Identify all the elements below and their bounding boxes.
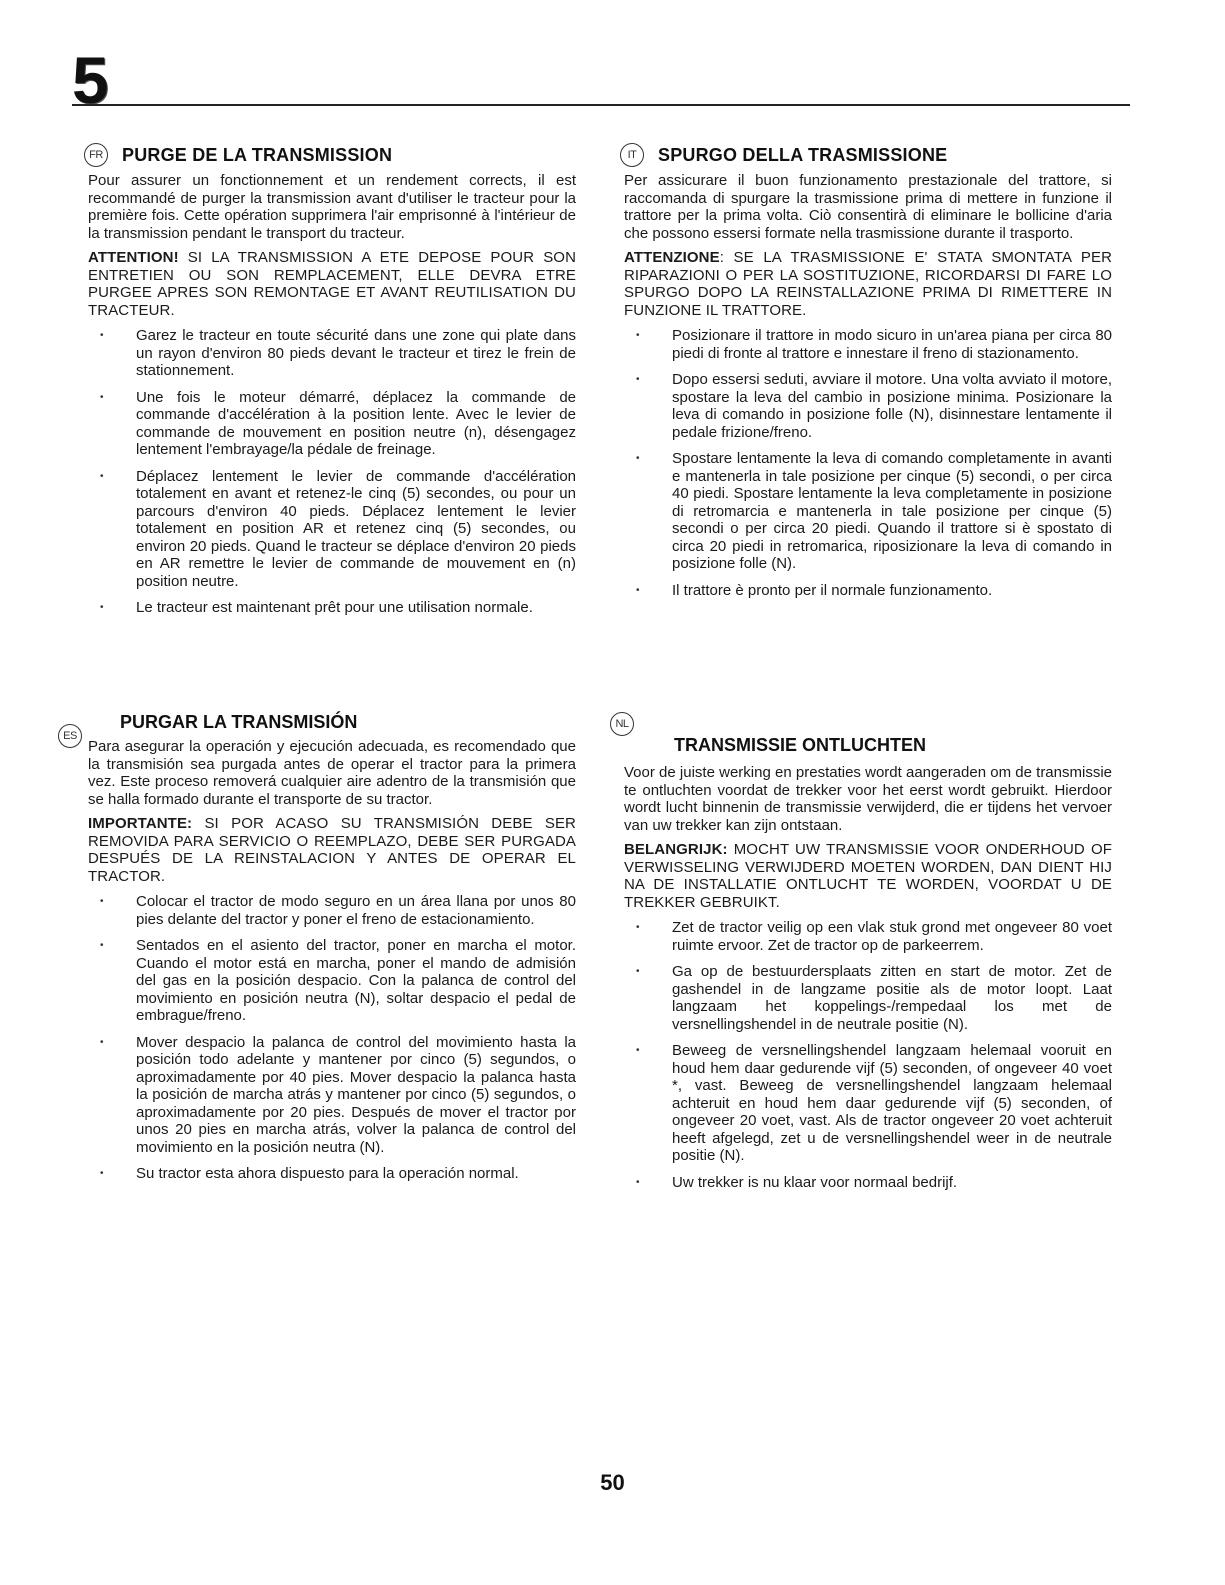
- language-badge-nl: NL: [610, 712, 634, 736]
- warning-text: MOCHT UW TRANSMISSIE VOOR ONDERHOUD OF VERWISSELING VERWIJDERD MOETEN WORDEN, DAN DIENT HIJ NA DE INSTALLATIE ONTLUCHT TE WORDEN, VOORDAT U DE TREKKER GEBRUIKT.: [624, 841, 1112, 911]
- list-item: • Le tracteur est maintenant prêt pour une utilisation normale.: [88, 599, 576, 617]
- chapter-number: 5: [72, 43, 109, 117]
- warning-keyword: ATTENTION!: [88, 249, 179, 266]
- warning-text: SI LA TRANSMISSION A ETE DEPOSE POUR SON ENTRETIEN OU SON REMPLACEMENT, ELLE DEVRA ETRE PURGEE APRES SON REMONTAGE ET AVANT REUTILISATION DU TRACTEUR.: [88, 249, 576, 319]
- list-item: • Beweeg de versnellingshendel langzaam helemaal vooruit en houd hem daar gedurende vijf (5) seconden, of ongeveer 40 voet *, vast. Beweeg de versnellingshendel langzaam helemaal achteruit en houd hem daar gedurende vijf (5) seconden, of ongeveer 20 voet, vast. Als de tractor ongeveer 20 voet achteruit heeft afgelegd, zet u de versnellingshendel weer in de neutrale positie (N).: [624, 1042, 1112, 1165]
- language-badge-es: ES: [58, 724, 82, 748]
- steps-list: [88, 327, 576, 617]
- warning-text: : SE LA TRASMISSIONE E' STATA SMONTATA PER RIPARAZIONI O PER LA SOSTITUZIONE, RICORDARSI DI FARE LO SPURGO DOPO LA REINSTALLAZIONE PRIMA DI RIMETTERE IN FUNZIONE IL TRATTORE.: [624, 249, 1112, 319]
- list-item: • Colocar el tractor de modo seguro en un área llana por unos 80 pies delante del tractor y poner el freno de estacionamiento.: [88, 893, 576, 928]
- list-item: • Garez le tracteur en toute sécurité dans une zone qui plate dans un rayon d'environ 80 pieds devant le tracteur et tirez le frein de stationnement.: [88, 327, 576, 380]
- steps-list: [88, 893, 576, 1183]
- list-item: • Uw trekker is nu klaar voor normaal bedrijf.: [624, 1174, 1112, 1192]
- list-item: • Su tractor esta ahora dispuesto para la operación normal.: [88, 1165, 576, 1183]
- page-number: 50: [600, 1470, 625, 1495]
- steps-list: [624, 327, 1112, 599]
- section-title: PURGE DE LA TRANSMISSION: [122, 144, 393, 165]
- steps-list: [624, 919, 1112, 1191]
- language-badge-fr: FR: [84, 143, 108, 167]
- section-title: SPURGO DELLA TRASMISSIONE: [658, 144, 948, 165]
- list-item: • Spostare lentamente la leva di comando completamente in avanti e mantenerla in tale posizione per cinque (5) secondi, o per circa 40 piedi. Spostare lentamente la leva completamente in posizione di retromarcia e mantenerla in tale posizione per cinque (5) secondi o per circa 20 piedi. Quando il trattore si è spostato di circa 20 piedi in retromarica, riposizionare la leva di comando in posizione folle (N).: [624, 450, 1112, 573]
- warning-keyword: ATTENZIONE: [624, 249, 720, 266]
- list-item: • Ga op de bestuurdersplaats zitten en start de motor. Zet de gashendel in de langzame positie als de motor loopt. Laat langzaam het koppelings-/rempedaal los met de versnellingshendel in de neutrale positie (N).: [624, 963, 1112, 1033]
- list-item: • Dopo essersi seduti, avviare il motore. Una volta avviato il motore, spostare la leva del cambio in posizione minima. Posizionare la leva di comando in posizione folle (N), disinnestare lentamente il pedale frizione/freno.: [624, 371, 1112, 441]
- list-item: • Il trattore è pronto per il normale funzionamento.: [624, 582, 1112, 600]
- intro-paragraph: Para asegurar la operación y ejecución adecuada, es recomendado que la transmisión sea purgada antes de operar el tractor para la primera vez. Este proceso removerá cualquier aire adentro de la transmisión que se halla formado durante el transporte de su tractor.: [88, 738, 576, 808]
- warning-keyword: IMPORTANTE:: [88, 815, 193, 832]
- language-badge-it: IT: [620, 143, 644, 167]
- section-fr: [84, 140, 576, 626]
- warning-paragraph: [88, 815, 576, 885]
- section-badge-row: [610, 712, 1112, 734]
- intro-paragraph: Per assicurare il buon funzionamento prestazionale del trattore, si raccomanda di spurgare la trasmissione prima di mettere in funzione il trattore per la prima volta. Ciò consentirà di eliminare le bollicine d'aria che possono essersi formate nella trasmissione durante il trasporto.: [624, 172, 1112, 242]
- section-heading: [84, 140, 576, 170]
- list-item: • Sentados en el asiento del tractor, poner en marcha el motor. Cuando el motor está en marcha, poner el mando de admisión del gas en la posición despacio. Con la palanca de control del movimiento en posición neutra (N), soltar despacio el pedal de embrague/freno.: [88, 937, 576, 1025]
- warning-text: SI POR ACASO SU TRANSMISIÓN DEBE SER REMOVIDA PARA SERVICIO O REEMPLAZO, DEBE SER PURGADA DESPUÉS DE LA REINSTALACION Y ANTES DE OPERAR EL TRACTOR.: [88, 815, 576, 885]
- intro-paragraph: Pour assurer un fonctionnement et un rendement corrects, il est recommandé de purger la transmission avant d'utiliser le tracteur pour la première fois. Cette opération supprimera l'air emprisonné à l'intérieur de la transmission pendant le transport du tracteur.: [88, 172, 576, 242]
- list-item: • Une fois le moteur démarré, déplacez la commande de commande d'accélération à la position lente. Avec le levier de commande de mouvement en position neutre (n), désengagez lentement l'embrayage/la pédale de freinage.: [88, 389, 576, 459]
- warning-paragraph: [88, 249, 576, 319]
- list-item: • Mover despacio la palanca de control del movimiento hasta la posición todo adelante y mantener por cinco (5) segundos, o aproximadamente por 40 pies. Mover despacio la palanca hasta la posición de marcha atrás y mantener por cinco (5) segundos, o aproximadamente por 20 pies. Después de mover el tractor por unos 20 pies en marcha atrás, volver la palanca de control del movimiento en la posición neutra (N).: [88, 1034, 576, 1157]
- section-it: [620, 140, 1112, 608]
- warning-paragraph: [624, 841, 1112, 911]
- list-item: • Zet de tractor veilig op een vlak stuk grond met ongeveer 80 voet ruimte ervoor. Zet de tractor op de parkeerrem.: [624, 919, 1112, 954]
- section-title: PURGAR LA TRANSMISIÓN: [120, 712, 358, 732]
- section-nl: [615, 712, 1112, 1200]
- section-title: TRANSMISSIE ONTLUCHTEN: [674, 735, 926, 755]
- list-item: • Déplacez lentement le levier de commande d'accélération totalement en avant et retenez-le cinq (5) secondes, ou pour un parcours d'environ 40 pieds. Déplacez lentement le levier totalement en position AR et retenez cinq (5) secondes, ou environ 20 pieds. Quand le tracteur se déplace d'environ 20 pieds en AR remettre le levier de commande de mouvement en (n) position neutre.: [88, 468, 576, 591]
- section-heading: [620, 140, 1112, 170]
- warning-paragraph: [624, 249, 1112, 319]
- list-item: • Posizionare il trattore in modo sicuro in un'area piana per circa 80 piedi di fronte al trattore e innestare il freno di stazionamento.: [624, 327, 1112, 362]
- header-rule: [72, 104, 1130, 106]
- section-es: [63, 712, 576, 1192]
- intro-paragraph: Voor de juiste werking en prestaties wordt aangeraden om de transmissie te ontluchten voordat de trekker voor het eerst wordt gebruikt. Hierdoor wordt lucht binnenin de transmissie verwijderd, die er tijdens het vervoer van uw trekker kan zijn ontstaan.: [624, 764, 1112, 834]
- section-heading: [63, 712, 576, 742]
- warning-keyword: BELANGRIJK:: [624, 841, 728, 858]
